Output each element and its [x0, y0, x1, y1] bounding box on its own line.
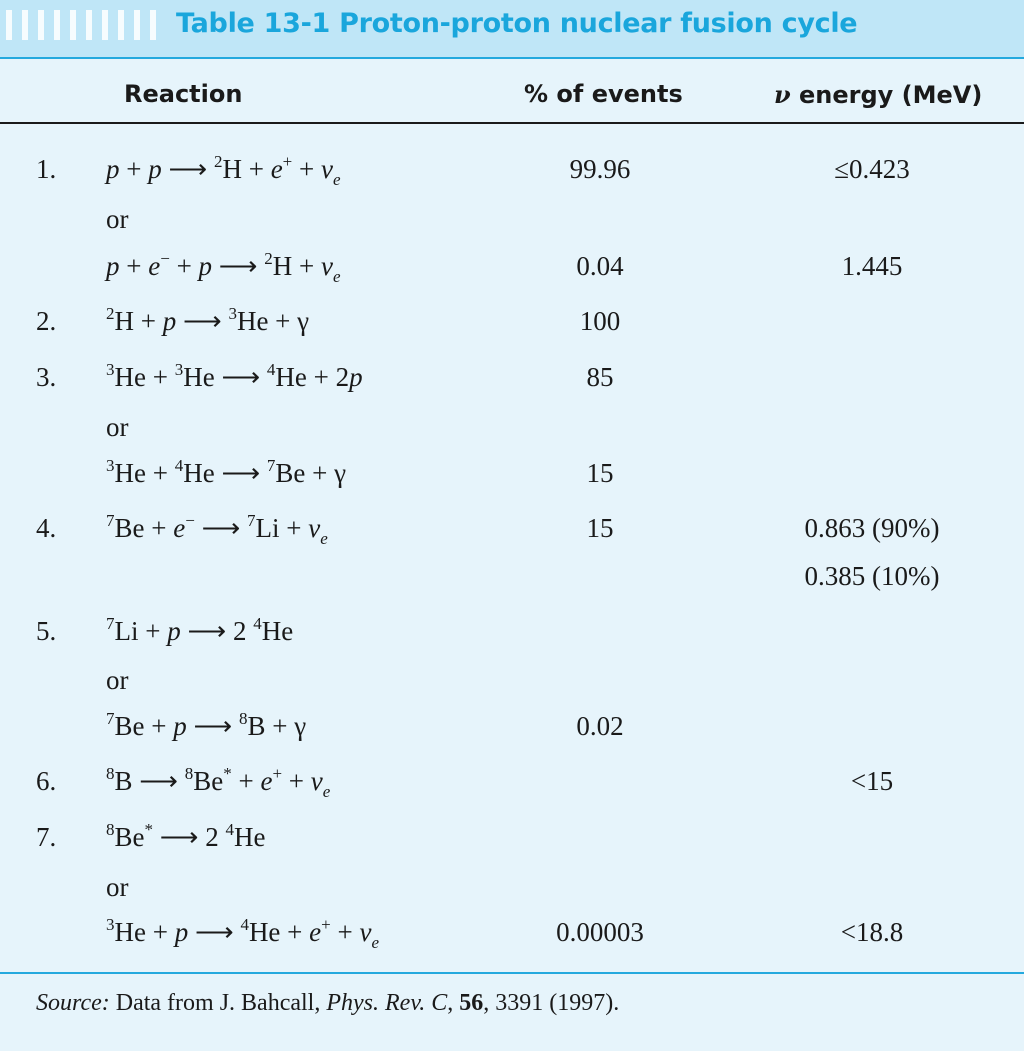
or-label: or — [106, 412, 129, 442]
header-rule — [0, 122, 1024, 124]
source-journal: Phys. Rev. C — [326, 990, 448, 1016]
header-energy — [774, 80, 982, 109]
reaction-formula: $^7$Be + p ⟶ $^8$B + γ — [106, 709, 307, 741]
energy-cell: <15 — [850, 766, 894, 796]
header-energy-label: energy (MeV) — [790, 81, 983, 109]
percent-cell: 0.02 — [576, 711, 624, 741]
energy-cell: ≤0.423 — [834, 154, 910, 184]
percent-cell: 15 — [586, 513, 614, 543]
percent-cell: 0.00003 — [556, 917, 644, 947]
source-label: Source: — [36, 990, 110, 1016]
row-number: 2. — [36, 306, 57, 336]
row-number: 5. — [36, 616, 57, 646]
reaction-formula: $^3$He + $^4$He ⟶ $^7$Be + γ — [106, 456, 347, 488]
top-rule — [0, 57, 1024, 59]
source-text: , — [447, 990, 460, 1016]
reaction-formula: p + p ⟶ $^2H + e^+ + \nu_e$ — [106, 152, 341, 189]
reaction-formula: $^7$Be + e− ⟶ $^7Li + \nu_e$ — [106, 511, 328, 548]
header-nu-symbol: ν — [774, 80, 791, 109]
row-number: 4. — [36, 513, 57, 543]
header-percent: % of events — [524, 80, 683, 108]
source-text: Data from J. Bahcall, — [109, 990, 327, 1016]
energy-cell: 1.445 — [841, 251, 903, 281]
row-number: 3. — [36, 362, 57, 392]
reaction-formula: $^3$He + p ⟶ $^4He + e^+ + \nu_e$ — [106, 915, 379, 952]
header-reaction: Reaction — [124, 80, 243, 108]
or-label: or — [106, 204, 129, 234]
percent-cell: 100 — [579, 306, 621, 336]
energy-cell: 0.863 (90%) — [804, 513, 940, 543]
table-title: Table 13-1 Proton-proton nuclear fusion cycle — [176, 8, 858, 39]
percent-cell: 85 — [586, 362, 614, 392]
row-number: 1. — [36, 154, 57, 184]
percent-cell: 0.04 — [576, 251, 624, 281]
reaction-formula: p + e− + p ⟶ $^2H + \nu_e$ — [106, 249, 341, 286]
row-number: 7. — [36, 822, 57, 852]
percent-cell: 15 — [586, 458, 614, 488]
or-label: or — [106, 665, 129, 695]
energy-cell: <18.8 — [840, 917, 904, 947]
reaction-formula: $^8$B ⟶ $^8Be^* + e^+ + \nu_e$ — [106, 764, 331, 801]
or-label: or — [106, 872, 129, 902]
row-number: 6. — [36, 766, 57, 796]
reaction-formula: $^2$H + p ⟶ $^3$He + γ — [106, 304, 310, 336]
reaction-formula: $^7$Li + p ⟶ 2 $^4$He — [106, 614, 294, 646]
bottom-rule — [0, 972, 1024, 974]
decorative-stripes — [0, 10, 156, 40]
source-text: , 3391 (1997). — [483, 990, 620, 1016]
reaction-formula: $^3$He + $^3$He ⟶ $^4$He + 2p — [106, 360, 363, 392]
source-note — [36, 990, 619, 1017]
source-volume: 56 — [459, 990, 484, 1016]
reaction-formula: $^8$Be* ⟶ 2 $^4$He — [106, 820, 266, 852]
title-bar — [0, 0, 1024, 57]
percent-cell: 99.96 — [569, 154, 631, 184]
energy-cell: 0.385 (10%) — [804, 561, 940, 591]
